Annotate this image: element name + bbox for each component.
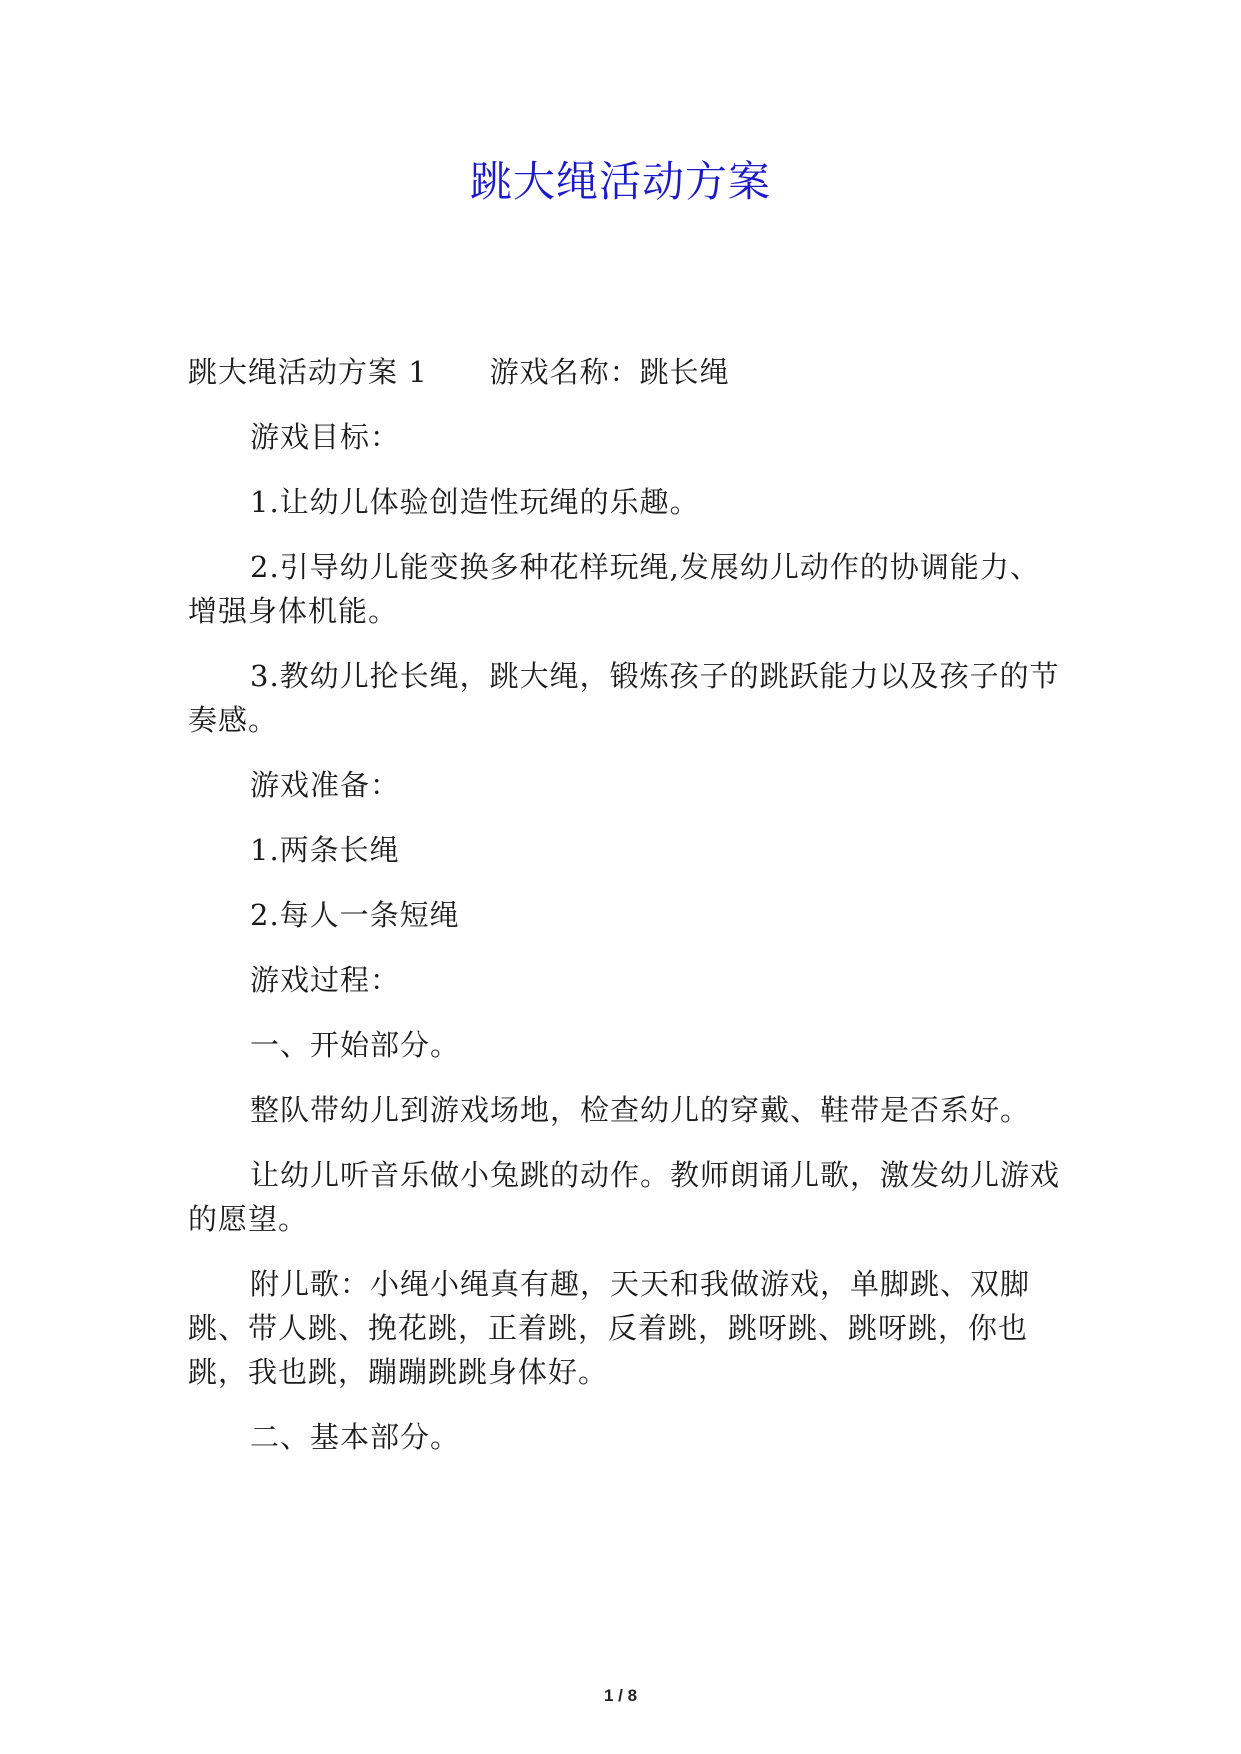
paragraph-prep-heading: 游戏准备： (250, 768, 401, 802)
paragraph-goal-2: 2.引导幼儿能变换多种花样玩绳,发展幼儿动作的协调能力、增强身体机能。 (188, 550, 1040, 628)
page-title: 跳大绳活动方案 (469, 157, 771, 206)
section-heading-line (188, 350, 1068, 394)
paragraph-prep-1: 1.两条长绳 (250, 833, 400, 867)
paragraph-process-heading: 游戏过程： (250, 963, 401, 997)
paragraph-goal-1: 1.让幼儿体验创造性玩绳的乐趣。 (250, 485, 700, 519)
paragraph-goal-3: 3.教幼儿抡长绳，跳大绳，锻炼孩子的跳跃能力以及孩子的节奏感。 (188, 659, 1060, 737)
paragraph-prep-2: 2.每人一条短绳 (250, 898, 460, 932)
paragraph-part-1-line-2: 让幼儿听音乐做小兔跳的动作。教师朗诵儿歌，激发幼儿游戏的愿望。 (188, 1158, 1061, 1236)
page-number: 1 / 8 (603, 1686, 638, 1705)
game-name: 游戏名称：跳长绳 (489, 355, 730, 389)
paragraph-part-1-heading: 一、开始部分。 (250, 1028, 461, 1062)
paragraph-rhyme: 附儿歌：小绳小绳真有趣，天天和我做游戏，单脚跳、双脚跳、带人跳、挽花跳，正着跳，反着跳，跳呀跳、跳呀跳，你也跳，我也跳，蹦蹦跳跳身体好。 (188, 1267, 1031, 1389)
section-heading: 跳大绳活动方案 1 (188, 355, 428, 389)
paragraph-goals-heading: 游戏目标： (250, 420, 401, 454)
document-body (188, 350, 1068, 1480)
paragraph-part-1-line-1: 整队带幼儿到游戏场地，检查幼儿的穿戴、鞋带是否系好。 (250, 1093, 1031, 1127)
paragraph-part-2-heading: 二、基本部分。 (250, 1420, 461, 1454)
